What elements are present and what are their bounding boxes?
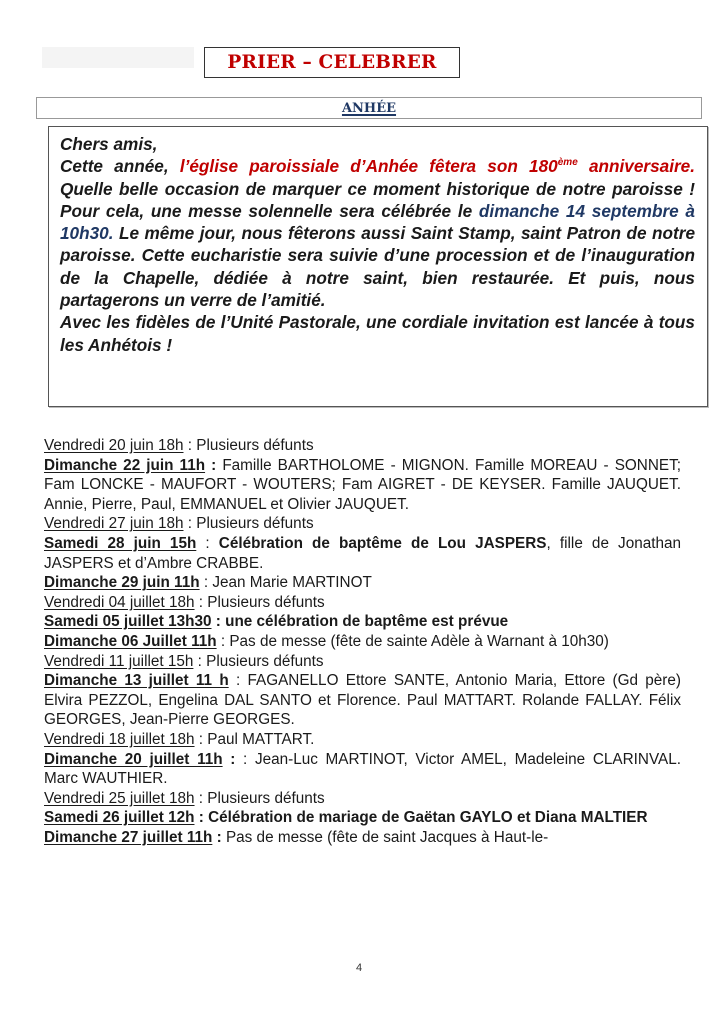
schedule-entry [44,671,681,730]
schedule-date: Dimanche 29 juin 11h [44,574,200,592]
page-number: 4 [356,962,363,974]
schedule-separator: : [194,789,208,807]
letter-highlight-red [180,156,695,176]
schedule-separator: : [216,632,230,650]
section-title: ANHÉE [341,101,397,116]
schedule-date: Dimanche 22 juin 11h [44,456,206,474]
section-header-box [36,97,702,119]
schedule-intentions: : Jean-Luc MARTINOT, Victor AMEL, Madeleine CLARINVAL. Marc WAUTHIER. [44,750,681,788]
schedule-separator: : [228,672,248,690]
schedule-entry [44,612,681,632]
schedule-intentions: , fille de Jonathan JASPERS et d’Ambre CRABBE. [44,534,681,572]
schedule-date: Dimanche 27 juillet 11h [44,828,213,846]
schedule-date: Dimanche 20 juillet 11h [44,750,223,768]
schedule-date: Vendredi 27 juin 18h [44,515,184,533]
schedule-date: Dimanche 06 Juillet 11h [44,632,217,650]
letter-paragraph-1 [60,155,695,311]
schedule-entry [44,808,681,828]
schedule-entry [44,573,681,593]
letter-text-2: Quelle belle occasion de marquer ce moment historique de notre paroisse ! Pour cela, une messe solennelle sera célébrée le [60,178,695,221]
schedule-date: Vendredi 25 juillet 18h [44,789,195,807]
schedule-date: Samedi 26 juillet 12h [44,809,195,827]
schedule-intentions: Plusieurs défunts [196,437,314,454]
schedule-date: Dimanche 13 juillet 11 h [44,672,229,690]
schedule-separator: : [183,515,197,533]
schedule-entry [44,456,681,515]
invitation-letter-box [48,126,708,407]
schedule-entry [44,534,681,573]
schedule-date: Vendredi 11 juillet 15h [44,652,194,670]
schedule-entry [44,730,681,750]
schedule-entry [44,789,681,809]
letter-red-text: l’église paroissiale d’Anhée fêtera son 180 [179,156,558,177]
schedule-date: Samedi 28 juin 15h [44,534,197,552]
schedule-date: Vendredi 04 juillet 18h [44,593,195,611]
schedule-separator: : [212,828,226,846]
mass-schedule-list [44,436,681,847]
schedule-highlight: une célébration de baptême est prévue [225,613,509,631]
schedule-intentions: Plusieurs défunts [207,593,325,611]
schedule-highlight: Célébration de mariage de Gaëtan GAYLO et Diana MALTIER [208,809,648,827]
schedule-intentions: Plusieurs défunts [207,789,325,807]
schedule-separator: : [199,574,213,592]
schedule-intentions: Plusieurs défunts [196,515,314,533]
schedule-intentions: Famille BARTHOLOME - MIGNON. Famille MOREAU - SONNET; Fam LONCKE - MAUFORT - WOUTERS; Fam AIGRET - DE KEYSER. Famille JAUQUET. Annie, Pierre, Paul, EMMANUEL et Olivier JAUQUET. [44,456,681,513]
schedule-separator: : [194,593,208,611]
letter-highlight-date: dimanche 14 septembre à 10h30. [60,200,695,244]
schedule-entry [44,593,681,613]
schedule-intentions: Pas de messe (fête de sainte Adèle à Warnant à 10h30) [229,632,609,650]
schedule-date: Vendredi 20 juin 18h [44,437,184,454]
schedule-intentions: Paul MATTART. [207,730,315,748]
schedule-entry [44,652,681,672]
schedule-separator: : [194,809,209,827]
letter-red-text-2: anniversaire. [577,156,695,177]
ordinal-suffix: ème [557,157,578,169]
schedule-date: Samedi 05 juillet 13h30 [44,613,212,631]
schedule-separator: : [196,534,219,552]
page-title-box [204,47,460,78]
schedule-intentions: FAGANELLO Ettore SANTE, Antonio Maria, Ettore (Gd père) Elvira PEZZOL, Engelina DAL SANTO et Florence. Paul MATTART. Rolande FALLAY. Félix GEORGES, Jean-Pierre GEORGES. [44,672,682,729]
schedule-separator: : [205,456,223,474]
page-title: PRIER – CELEBRER [227,52,437,73]
schedule-highlight: Célébration de baptême de Lou JASPERS [218,534,547,552]
header-placeholder-block [42,47,194,68]
schedule-separator: : [211,613,226,631]
letter-paragraph-2: Avec les fidèles de l’Unité Pastorale, une cordiale invitation est lancée à tous les Anhétois ! [60,312,695,355]
letter-text: Cette année, [60,156,180,177]
schedule-entry [44,828,681,848]
schedule-separator: : [194,730,208,748]
schedule-entry [44,436,681,456]
schedule-separator: : [183,437,197,454]
schedule-date: Vendredi 18 juillet 18h [44,730,195,748]
letter-greeting: Chers amis, [60,134,158,154]
schedule-entry [44,514,681,534]
schedule-intentions: Plusieurs défunts [206,652,324,670]
schedule-intentions: Pas de messe (fête de saint Jacques à Haut-le- [225,828,549,846]
schedule-entry [44,750,681,789]
schedule-separator: : [222,750,244,768]
schedule-separator: : [193,652,207,670]
letter-text-3: Le même jour, nous fêterons aussi Saint Stamp, saint Patron de notre paroisse. Cette eucharistie sera suivie d’une procession et de l’inauguration de la Chapelle, dédiée à notre saint, bien restaurée. Et puis, nous partagerons un verre de l’amitié. [60,223,695,311]
schedule-intentions: Jean Marie MARTINOT [212,574,372,592]
schedule-entry [44,632,681,652]
